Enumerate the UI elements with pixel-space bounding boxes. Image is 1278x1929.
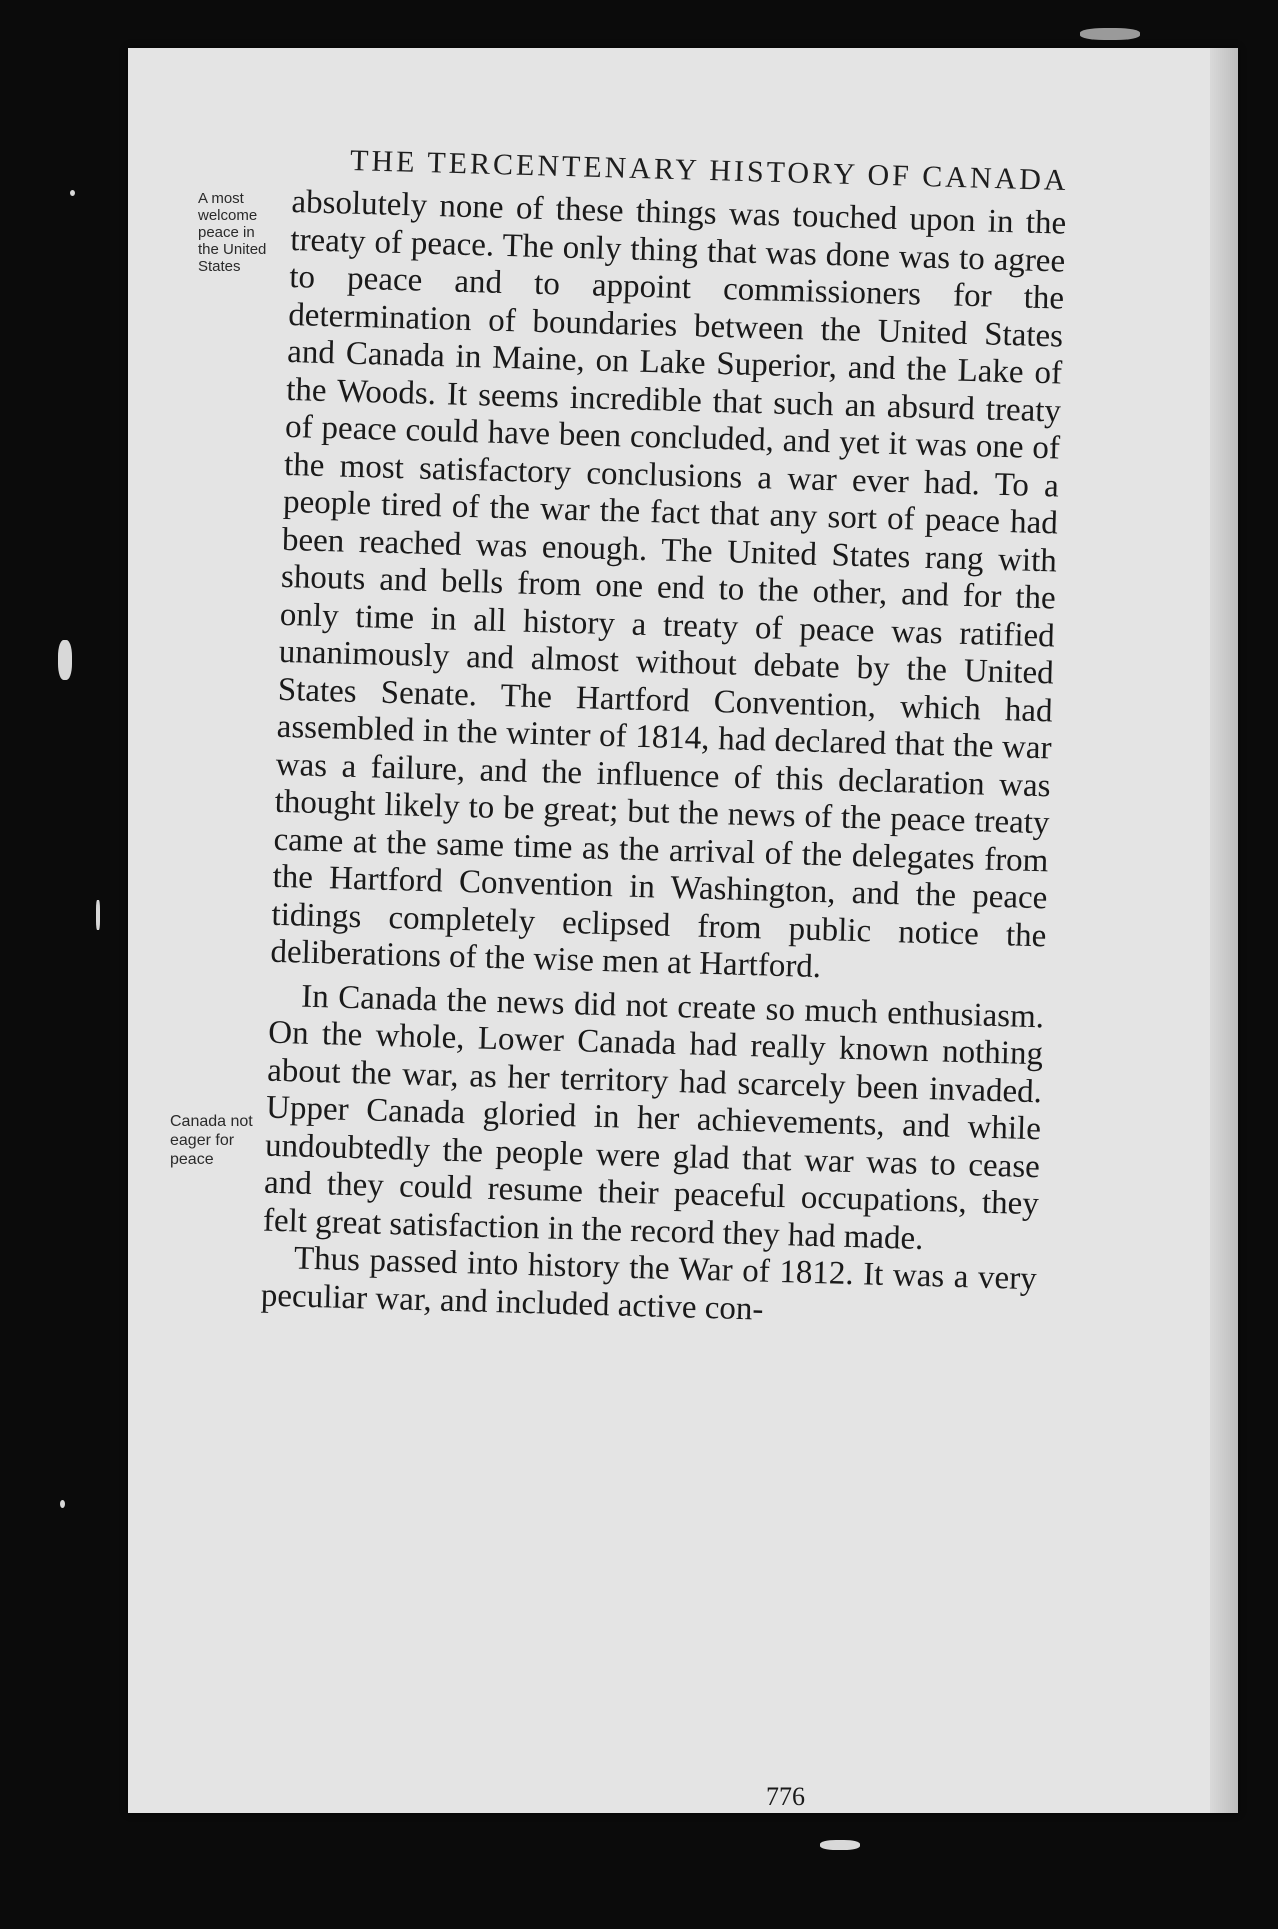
paragraph: Thus passed into history the War of 1812. It was a very peculiar war, and included active con- <box>260 1240 1038 1328</box>
page-edge-shadow <box>1210 48 1238 1813</box>
paragraph: In Canada the news did not create so much enthusiasm. On the whole, Lower Canada had really known nothing about the war, as her territory had scarcely been invaded. Upper Canada gloried in her achievements, and while undoubtedly the people were glad that war was to cease and they could resume their peaceful occupations, they felt great satisfaction in the record they had made. <box>262 978 1045 1257</box>
scan-speck <box>70 190 75 196</box>
scan-speck <box>96 900 100 930</box>
running-head: THE TERCENTENARY HISTORY OF CANADA <box>349 144 1070 198</box>
paragraph: absolutely none of these things was touched upon in the treaty of peace. The only thing that was done was to agree to peace and to appoint commissioners for the determination of boundaries between the United States and Canada in Maine, on Lake Superior, and the Lake of the Woods. It seems incredible that such an absurd treaty of peace could have been concluded, and yet it was one of the most satisfactory conclusions a war ever had. To a people tired of the war the fact that any sort of peace had been reached was enough. The United States rang with shouts and bells from one end to the other, and for the only time in all history a treaty of peace was ratified unanimously and almost without debate by the United States Senate. The Hartford Convention, which had assembled in the winter of 1814, had declared that the war was a failure, and the influence of this declaration was thought likely to be great; but the news of the peace treaty came at the same time as the arrival of the delegates from the Hartford Convention in Washington, and the peace tidings completely eclipsed from public notice the deliberations of the wise men at Hartford. <box>270 184 1067 986</box>
sidenote-welcome-peace: A most welcome peace in the United States <box>198 190 267 275</box>
sidenote-canada-not-eager: Canada not eager for peace <box>170 1113 253 1168</box>
scan-speck <box>60 1500 65 1508</box>
scan-speck <box>1080 28 1140 40</box>
page-number: 776 <box>766 1782 805 1811</box>
scan-speck <box>58 640 72 680</box>
body-text <box>260 184 1066 1336</box>
scan-speck <box>820 1840 860 1850</box>
